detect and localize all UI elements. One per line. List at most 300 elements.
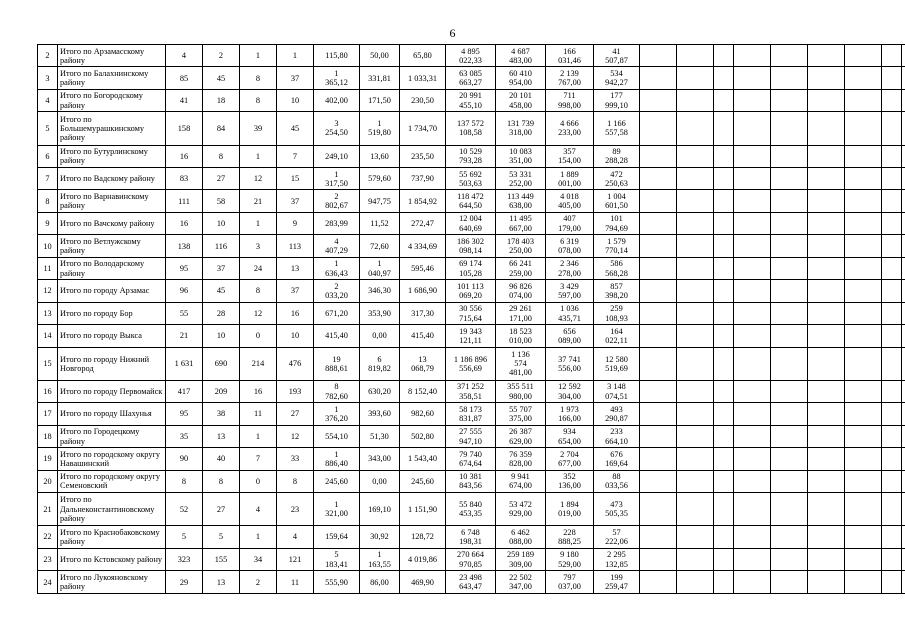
empty-cell: [714, 403, 734, 425]
cell-area-a: 630,20: [360, 380, 400, 402]
empty-cell: [808, 212, 845, 234]
cell-count-total: 323: [166, 548, 203, 570]
cell-area-a: 72,60: [360, 235, 400, 257]
cell-sum-a: 29 261 171,00: [496, 302, 546, 324]
cell-count-b: 24: [240, 257, 277, 279]
empty-cell: [845, 302, 882, 324]
empty-cell: [734, 347, 771, 380]
empty-cell: [714, 168, 734, 190]
empty-cell: [902, 493, 905, 526]
cell-count-c: 4: [277, 526, 314, 548]
empty-cell: [640, 45, 677, 67]
empty-cell: [734, 380, 771, 402]
cell-count-a: 37: [203, 257, 240, 279]
empty-cell: [714, 190, 734, 212]
district-name: Итого по городу Выкса: [58, 325, 166, 347]
empty-cell: [734, 425, 771, 447]
cell-count-c: 13: [277, 257, 314, 279]
cell-sum-a: 4 687 483,00: [496, 45, 546, 67]
cell-sum-b: 2 346 278,00: [546, 257, 594, 279]
cell-count-b: 214: [240, 347, 277, 380]
cell-sum-a: 55 707 375,00: [496, 403, 546, 425]
empty-cell: [902, 112, 905, 145]
empty-cell: [845, 526, 882, 548]
empty-cell: [808, 526, 845, 548]
empty-cell: [882, 347, 902, 380]
row-number: 11: [38, 257, 58, 279]
table-row: [38, 380, 905, 402]
cell-sum-a: 76 359 828,00: [496, 448, 546, 470]
cell-area-total: 283,99: [314, 212, 360, 234]
district-name: Итого по городу Первомайск: [58, 380, 166, 402]
cell-sum-c: 1 166 557,58: [594, 112, 640, 145]
empty-cell: [845, 168, 882, 190]
cell-sum-c: 1 004 601,50: [594, 190, 640, 212]
cell-area-b: 65,80: [400, 45, 446, 67]
empty-cell: [771, 448, 808, 470]
cell-sum-a: 1 136 574 481,00: [496, 347, 546, 380]
cell-sum-b: 1 889 001,00: [546, 168, 594, 190]
empty-cell: [845, 257, 882, 279]
cell-sum-c: 88 033,56: [594, 470, 640, 492]
empty-cell: [677, 235, 714, 257]
cell-sum-b: 2 139 767,00: [546, 67, 594, 89]
cell-area-b: 415,40: [400, 325, 446, 347]
cell-count-total: 83: [166, 168, 203, 190]
empty-cell: [640, 548, 677, 570]
empty-cell: [714, 448, 734, 470]
district-name: Итого по Вадскому району: [58, 168, 166, 190]
empty-cell: [882, 493, 902, 526]
empty-cell: [882, 280, 902, 302]
district-name: Итого по Ветлужскому району: [58, 235, 166, 257]
cell-sum-total: 55 840 453,35: [446, 493, 496, 526]
empty-cell: [734, 448, 771, 470]
empty-cell: [640, 470, 677, 492]
cell-area-total: 671,20: [314, 302, 360, 324]
empty-cell: [771, 548, 808, 570]
empty-cell: [808, 325, 845, 347]
cell-count-total: 90: [166, 448, 203, 470]
district-name: Итого по Лукояновскому району: [58, 571, 166, 594]
empty-cell: [677, 470, 714, 492]
empty-cell: [845, 235, 882, 257]
empty-cell: [902, 45, 905, 67]
row-number: 6: [38, 145, 58, 167]
cell-count-total: 41: [166, 89, 203, 111]
empty-cell: [677, 145, 714, 167]
cell-area-b: 230,50: [400, 89, 446, 111]
cell-count-c: 1: [277, 45, 314, 67]
empty-cell: [902, 325, 905, 347]
district-name: Итого по Кстовскому району: [58, 548, 166, 570]
empty-cell: [734, 145, 771, 167]
cell-sum-total: 30 556 715,64: [446, 302, 496, 324]
cell-area-a: 0,00: [360, 470, 400, 492]
empty-cell: [640, 526, 677, 548]
cell-area-a: 393,60: [360, 403, 400, 425]
row-number: 5: [38, 112, 58, 145]
cell-count-b: 1: [240, 212, 277, 234]
cell-sum-b: 37 741 556,00: [546, 347, 594, 380]
cell-count-b: 3: [240, 235, 277, 257]
report-table: [37, 44, 905, 594]
empty-cell: [808, 89, 845, 111]
empty-cell: [677, 448, 714, 470]
cell-area-total: 1 636,43: [314, 257, 360, 279]
cell-area-b: 4 019,86: [400, 548, 446, 570]
empty-cell: [771, 493, 808, 526]
cell-sum-c: 1 579 770,14: [594, 235, 640, 257]
cell-sum-b: 3 429 597,00: [546, 280, 594, 302]
cell-count-a: 8: [203, 470, 240, 492]
cell-sum-b: 1 973 166,00: [546, 403, 594, 425]
cell-area-b: 1 854,92: [400, 190, 446, 212]
empty-cell: [734, 257, 771, 279]
table-row: [38, 347, 905, 380]
empty-cell: [640, 493, 677, 526]
cell-count-c: 113: [277, 235, 314, 257]
cell-count-b: 0: [240, 325, 277, 347]
cell-sum-c: 586 568,28: [594, 257, 640, 279]
cell-count-total: 29: [166, 571, 203, 594]
district-name: Итого по Городецкому району: [58, 425, 166, 447]
empty-cell: [677, 493, 714, 526]
empty-cell: [714, 280, 734, 302]
cell-count-a: 40: [203, 448, 240, 470]
empty-cell: [882, 325, 902, 347]
row-number: 23: [38, 548, 58, 570]
cell-area-a: 6 819,82: [360, 347, 400, 380]
table-row: [38, 280, 905, 302]
cell-sum-c: 101 794,69: [594, 212, 640, 234]
table-row: [38, 302, 905, 324]
row-number: 17: [38, 403, 58, 425]
empty-cell: [771, 145, 808, 167]
cell-area-total: 159,64: [314, 526, 360, 548]
cell-area-b: 1 734,70: [400, 112, 446, 145]
table-row: [38, 425, 905, 447]
cell-area-b: 272,47: [400, 212, 446, 234]
cell-area-b: 317,30: [400, 302, 446, 324]
cell-sum-c: 41 507,87: [594, 45, 640, 67]
empty-cell: [677, 257, 714, 279]
empty-cell: [677, 325, 714, 347]
cell-count-a: 690: [203, 347, 240, 380]
cell-count-total: 1 631: [166, 347, 203, 380]
cell-area-a: 50,00: [360, 45, 400, 67]
empty-cell: [734, 493, 771, 526]
cell-sum-a: 131 739 318,00: [496, 112, 546, 145]
row-number: 18: [38, 425, 58, 447]
cell-sum-total: 371 252 358,51: [446, 380, 496, 402]
empty-cell: [714, 325, 734, 347]
cell-sum-c: 259 108,93: [594, 302, 640, 324]
cell-area-a: 169,10: [360, 493, 400, 526]
cell-count-b: 8: [240, 67, 277, 89]
empty-cell: [808, 112, 845, 145]
cell-area-b: 469,90: [400, 571, 446, 594]
cell-count-b: 0: [240, 470, 277, 492]
cell-sum-b: 9 180 529,00: [546, 548, 594, 570]
cell-count-a: 209: [203, 380, 240, 402]
row-number: 12: [38, 280, 58, 302]
empty-cell: [882, 380, 902, 402]
cell-count-c: 193: [277, 380, 314, 402]
cell-area-a: 331,81: [360, 67, 400, 89]
cell-sum-b: 12 592 304,00: [546, 380, 594, 402]
district-name: Итого по Дальнеконстантиновскому району: [58, 493, 166, 526]
cell-count-b: 8: [240, 280, 277, 302]
empty-cell: [677, 403, 714, 425]
cell-area-a: 1 519,80: [360, 112, 400, 145]
empty-cell: [808, 347, 845, 380]
cell-sum-b: 407 179,00: [546, 212, 594, 234]
district-name: Итого по городскому округу Навашинский: [58, 448, 166, 470]
empty-cell: [677, 190, 714, 212]
table-row: [38, 145, 905, 167]
empty-cell: [902, 67, 905, 89]
cell-area-b: 1 151,90: [400, 493, 446, 526]
cell-area-total: 1 376,20: [314, 403, 360, 425]
row-number: 4: [38, 89, 58, 111]
empty-cell: [734, 168, 771, 190]
cell-count-total: 96: [166, 280, 203, 302]
cell-count-b: 2: [240, 571, 277, 594]
cell-sum-total: 186 302 098,14: [446, 235, 496, 257]
cell-count-total: 16: [166, 212, 203, 234]
cell-count-total: 95: [166, 403, 203, 425]
empty-cell: [902, 280, 905, 302]
cell-sum-total: 20 991 455,10: [446, 89, 496, 111]
empty-cell: [845, 448, 882, 470]
empty-cell: [902, 257, 905, 279]
district-name: Итого по Краснобаковскому району: [58, 526, 166, 548]
cell-area-a: 86,00: [360, 571, 400, 594]
cell-count-total: 21: [166, 325, 203, 347]
cell-area-b: 502,80: [400, 425, 446, 447]
empty-cell: [882, 112, 902, 145]
cell-area-b: 737,90: [400, 168, 446, 190]
cell-area-total: 415,40: [314, 325, 360, 347]
empty-cell: [882, 425, 902, 447]
empty-cell: [771, 280, 808, 302]
empty-cell: [845, 45, 882, 67]
cell-sum-c: 12 580 519,69: [594, 347, 640, 380]
empty-cell: [882, 89, 902, 111]
cell-area-total: 2 033,20: [314, 280, 360, 302]
cell-sum-c: 89 288,28: [594, 145, 640, 167]
cell-sum-a: 178 403 250,00: [496, 235, 546, 257]
cell-count-c: 476: [277, 347, 314, 380]
empty-cell: [845, 493, 882, 526]
cell-sum-c: 2 295 132,85: [594, 548, 640, 570]
cell-sum-total: 12 004 640,69: [446, 212, 496, 234]
table-row: [38, 190, 905, 212]
cell-sum-a: 259 189 309,00: [496, 548, 546, 570]
cell-count-a: 27: [203, 168, 240, 190]
empty-cell: [882, 548, 902, 570]
cell-count-total: 35: [166, 425, 203, 447]
empty-cell: [734, 45, 771, 67]
empty-cell: [677, 280, 714, 302]
cell-count-a: 10: [203, 325, 240, 347]
cell-sum-b: 6 319 078,00: [546, 235, 594, 257]
empty-cell: [771, 571, 808, 594]
cell-area-total: 555,90: [314, 571, 360, 594]
cell-sum-c: 534 942,27: [594, 67, 640, 89]
cell-area-a: 1 163,55: [360, 548, 400, 570]
empty-cell: [771, 168, 808, 190]
empty-cell: [677, 302, 714, 324]
empty-cell: [714, 493, 734, 526]
cell-area-total: 1 886,40: [314, 448, 360, 470]
cell-sum-total: 23 498 643,47: [446, 571, 496, 594]
empty-cell: [845, 380, 882, 402]
cell-count-b: 4: [240, 493, 277, 526]
empty-cell: [902, 145, 905, 167]
cell-sum-total: 4 895 022,33: [446, 45, 496, 67]
cell-area-b: 245,60: [400, 470, 446, 492]
row-number: 20: [38, 470, 58, 492]
empty-cell: [771, 112, 808, 145]
cell-area-b: 982,60: [400, 403, 446, 425]
cell-sum-b: 1 894 019,00: [546, 493, 594, 526]
cell-count-c: 16: [277, 302, 314, 324]
empty-cell: [902, 212, 905, 234]
empty-cell: [808, 67, 845, 89]
cell-count-total: 158: [166, 112, 203, 145]
cell-sum-b: 2 704 677,00: [546, 448, 594, 470]
cell-area-total: 8 782,60: [314, 380, 360, 402]
empty-cell: [677, 45, 714, 67]
empty-cell: [734, 526, 771, 548]
cell-count-c: 121: [277, 548, 314, 570]
empty-cell: [771, 425, 808, 447]
cell-count-total: 111: [166, 190, 203, 212]
cell-area-a: 346,30: [360, 280, 400, 302]
cell-sum-c: 676 169,64: [594, 448, 640, 470]
empty-cell: [808, 493, 845, 526]
empty-cell: [902, 190, 905, 212]
cell-sum-a: 18 523 010,00: [496, 325, 546, 347]
cell-sum-c: 857 398,20: [594, 280, 640, 302]
empty-cell: [714, 470, 734, 492]
empty-cell: [771, 67, 808, 89]
cell-area-total: 115,80: [314, 45, 360, 67]
cell-area-a: 1 040,97: [360, 257, 400, 279]
empty-cell: [882, 257, 902, 279]
row-number: 3: [38, 67, 58, 89]
empty-cell: [882, 45, 902, 67]
district-name: Итого по городу Нижний Новгород: [58, 347, 166, 380]
cell-count-a: 10: [203, 212, 240, 234]
empty-cell: [882, 470, 902, 492]
row-number: 24: [38, 571, 58, 594]
empty-cell: [771, 45, 808, 67]
cell-sum-b: 711 998,00: [546, 89, 594, 111]
empty-cell: [882, 168, 902, 190]
cell-sum-total: 101 113 069,20: [446, 280, 496, 302]
table-row: [38, 235, 905, 257]
row-number: 7: [38, 168, 58, 190]
empty-cell: [845, 190, 882, 212]
cell-sum-c: 199 259,47: [594, 571, 640, 594]
cell-area-a: 13,60: [360, 145, 400, 167]
cell-area-a: 51,30: [360, 425, 400, 447]
table-row: [38, 45, 905, 67]
cell-sum-b: 228 888,25: [546, 526, 594, 548]
empty-cell: [771, 257, 808, 279]
cell-count-b: 34: [240, 548, 277, 570]
empty-cell: [734, 548, 771, 570]
cell-area-total: 1 317,50: [314, 168, 360, 190]
table-row: [38, 67, 905, 89]
cell-area-a: 0,00: [360, 325, 400, 347]
empty-cell: [734, 470, 771, 492]
cell-count-c: 15: [277, 168, 314, 190]
cell-area-total: 19 888,61: [314, 347, 360, 380]
empty-cell: [677, 571, 714, 594]
cell-count-a: 58: [203, 190, 240, 212]
cell-sum-a: 10 083 351,00: [496, 145, 546, 167]
cell-sum-b: 4 018 405,00: [546, 190, 594, 212]
cell-sum-a: 53 472 929,00: [496, 493, 546, 526]
empty-cell: [845, 403, 882, 425]
cell-area-a: 343,00: [360, 448, 400, 470]
district-name: Итого по городскому округу Семеновский: [58, 470, 166, 492]
empty-cell: [882, 526, 902, 548]
cell-sum-b: 4 666 233,00: [546, 112, 594, 145]
cell-count-a: 84: [203, 112, 240, 145]
empty-cell: [771, 526, 808, 548]
empty-cell: [845, 67, 882, 89]
empty-cell: [714, 212, 734, 234]
empty-cell: [808, 571, 845, 594]
empty-cell: [714, 548, 734, 570]
empty-cell: [902, 235, 905, 257]
cell-sum-a: 53 331 252,00: [496, 168, 546, 190]
empty-cell: [845, 212, 882, 234]
district-name: Итого по Володарскому району: [58, 257, 166, 279]
district-name: Итого по городу Арзамас: [58, 280, 166, 302]
cell-count-c: 7: [277, 145, 314, 167]
empty-cell: [771, 89, 808, 111]
empty-cell: [677, 425, 714, 447]
cell-area-a: 579,60: [360, 168, 400, 190]
cell-count-c: 10: [277, 89, 314, 111]
empty-cell: [902, 448, 905, 470]
empty-cell: [677, 112, 714, 145]
cell-count-c: 37: [277, 280, 314, 302]
cell-sum-b: 1 036 435,71: [546, 302, 594, 324]
cell-count-c: 12: [277, 425, 314, 447]
empty-cell: [640, 89, 677, 111]
table-row: [38, 470, 905, 492]
cell-sum-b: 352 136,00: [546, 470, 594, 492]
empty-cell: [734, 112, 771, 145]
cell-area-b: 235,50: [400, 145, 446, 167]
cell-sum-a: 22 502 347,00: [496, 571, 546, 594]
empty-cell: [845, 571, 882, 594]
empty-cell: [677, 548, 714, 570]
table-row: [38, 403, 905, 425]
cell-count-c: 33: [277, 448, 314, 470]
cell-sum-c: 233 664,10: [594, 425, 640, 447]
empty-cell: [677, 526, 714, 548]
empty-cell: [808, 145, 845, 167]
row-number: 2: [38, 45, 58, 67]
